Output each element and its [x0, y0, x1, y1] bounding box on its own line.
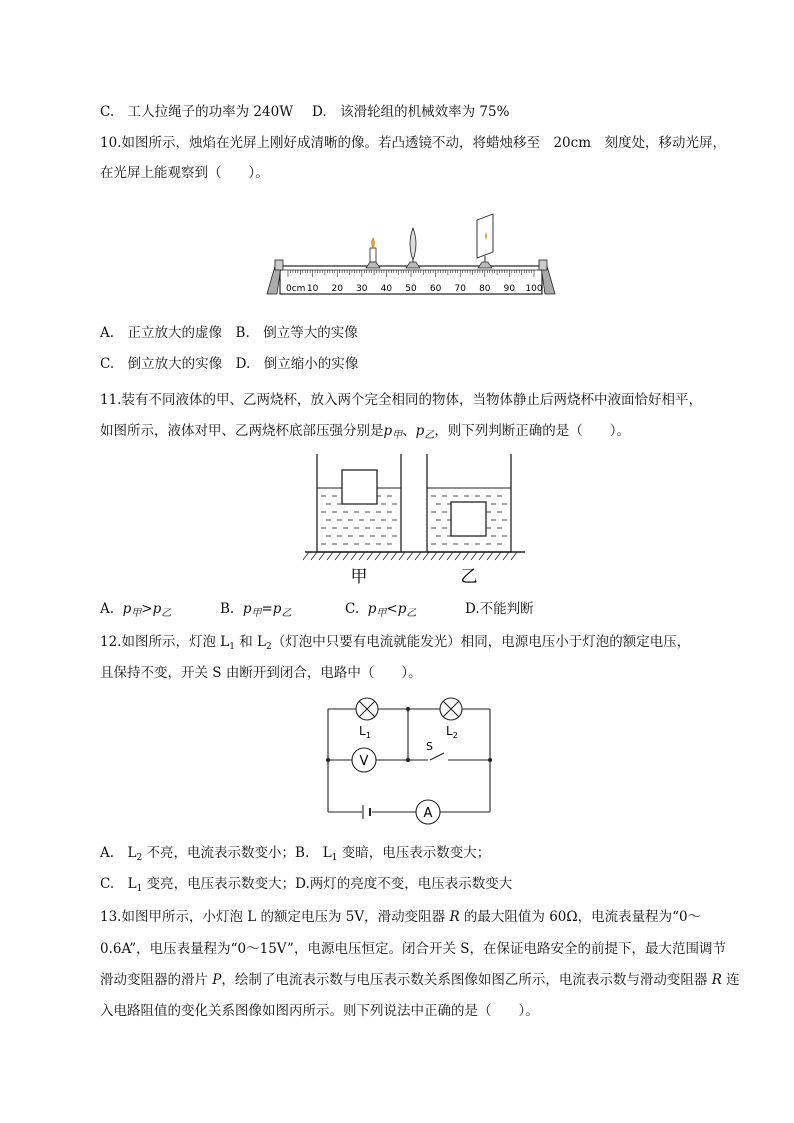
q12-options-cd: C. $L_1$ 变亮，电压表示数变大；D.两灯的亮度不变，电压表示数变大	[100, 876, 513, 894]
q12-stem-line2: 且保持不变，开关 S 由断开到闭合，电路中（ ）。	[100, 665, 422, 681]
q11-option-d: D.不能判断	[465, 601, 534, 617]
ruler-tick-label: 100	[525, 284, 543, 294]
q13-stem-line3: 滑动变阻器的滑片 P，绘制了电流表示数与电压表示数关系图像如图乙所示，电流表示数与滑动变阻器 R 连	[100, 972, 740, 988]
candle-icon	[366, 238, 380, 268]
label-jia: 甲	[350, 567, 368, 587]
q12-options-ab: A. $L_2$ 不亮，电流表示数变小；B. $L_1$ 变暗，电压表示数变大；	[100, 845, 491, 863]
lamp-l2-icon	[440, 698, 462, 720]
ruler-tick-label: 40	[380, 284, 393, 294]
q11-stem-line2: 如图所示，液体对甲、乙两烧杯底部压强分别是$p_甲$、$p_乙$，则下列判断正确的是（ ）。	[100, 423, 631, 441]
q9-option-d: D. 该滑轮组的机械效率为 75%	[312, 104, 510, 120]
optical-bench-figure	[265, 208, 565, 298]
q12-stem-line1: 12.如图所示，灯泡 $L_1$ 和 $L_2$（灯泡中只要有电流就能发光）相同，电源电压小于灯泡的额定电压，	[100, 634, 691, 652]
q10-stem-line2: 在光屏上能观察到（ ）。	[100, 165, 269, 181]
switch-label: S	[426, 740, 433, 753]
q13-stem-line2: 0.6A”，电压表量程为“0～15V”，电源电压恒定。闭合开关 S，在保证电路安全的前提下，最大范围调节	[100, 941, 726, 957]
l2-label: $L_2$	[446, 724, 458, 740]
ruler-tick-label: 10	[306, 284, 319, 294]
q11-option-c: C. $p_甲<p_乙$	[345, 601, 417, 619]
label-yi: 乙	[460, 567, 478, 587]
ruler-tick-label: 50	[405, 284, 417, 294]
q11-option-a: A. $p_甲>p_乙$	[100, 601, 172, 619]
voltmeter-label: V	[359, 754, 369, 769]
ruler-tick-label: 80	[479, 284, 491, 294]
lamp-l1-icon	[356, 698, 378, 720]
q10-stem-line1: 10.如图所示，烛焰在光屏上刚好成清晰的像。若凸透镜不动，将蜡烛移至 20cm 刻度处，移动光屏，	[100, 135, 727, 151]
q11-stem-line1: 11.装有不同液体的甲、乙两烧杯，放入两个完全相同的物体，当物体静止后两烧杯中液面恰好相平，	[100, 392, 702, 408]
circuit-figure	[326, 697, 496, 827]
ruler-tick-label: 70	[454, 284, 466, 294]
q9-option-c: C. 工人拉绳子的功率为 240W	[100, 104, 294, 120]
block-in-yi	[451, 502, 486, 536]
q10-options-cd: C. 倒立放大的实像 D. 倒立缩小的实像	[100, 356, 359, 372]
block-in-jia	[342, 470, 377, 504]
two-beakers-figure	[305, 452, 535, 587]
q10-options-ab: A. 正立放大的虚像 B. 倒立等大的实像	[100, 325, 358, 341]
ruler-tick-label: 30	[356, 284, 368, 294]
ruler-tick-label: 20	[331, 284, 343, 294]
ruler-tick-label: 0cm	[286, 284, 306, 294]
ruler-tick-label: 60	[429, 284, 442, 294]
l1-label: $L_1$	[359, 724, 371, 740]
light-screen-icon	[477, 214, 493, 268]
convex-lens-icon	[406, 228, 420, 268]
ruler-tick-label: 90	[503, 284, 516, 294]
q13-stem-line1: 13.如图甲所示，小灯泡 L 的额定电压为 5V，滑动变阻器 R 的最大阻值为 60Ω，电流表量程为“0～	[100, 909, 702, 925]
q11-option-b: B. $p_甲=p_乙$	[220, 601, 292, 619]
q13-stem-line4: 入电路阻值的变化关系图像如图丙所示。则下列说法中正确的是（ ）。	[100, 1003, 539, 1019]
ammeter-label: A	[423, 806, 433, 821]
